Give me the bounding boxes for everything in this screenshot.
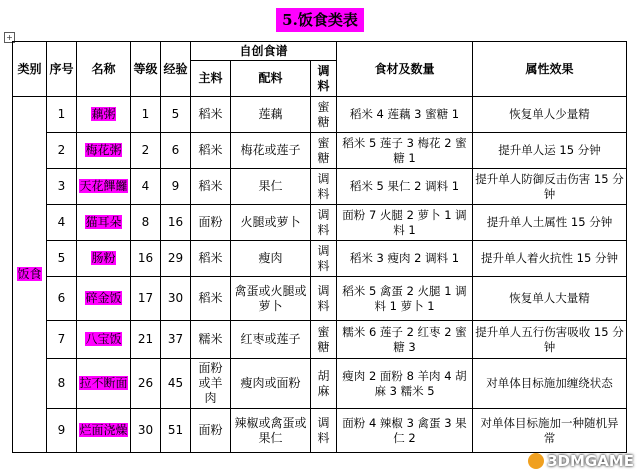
name-label: 烂面浇燥 <box>79 423 128 437</box>
name-label: 梅花粥 <box>85 143 122 157</box>
cell-index: 1 <box>47 97 77 133</box>
cell-name <box>77 321 131 359</box>
cell-seasoning: 调料 <box>311 409 337 453</box>
category-label: 饭食 <box>17 267 42 281</box>
name-label: 肠粉 <box>91 251 116 265</box>
cell-ingredients: 稻米 5 莲子 3 梅花 2 蜜糖 1 <box>337 133 473 169</box>
table-row <box>13 321 627 359</box>
cell-effect: 恢复单人大量精 <box>473 277 627 321</box>
header-effect: 属性效果 <box>473 42 627 97</box>
cell-effect: 对单体目标施加缠绕状态 <box>473 359 627 409</box>
food-table <box>12 41 627 453</box>
cell-seasoning: 蜜糖 <box>311 97 337 133</box>
cell-ingredients: 瘦肉 2 面粉 8 羊肉 4 胡麻 3 糯米 5 <box>337 359 473 409</box>
header-experience: 经验 <box>161 42 191 97</box>
cell-name <box>77 359 131 409</box>
table-row <box>13 241 627 277</box>
cell-main: 稻米 <box>191 97 231 133</box>
cell-ingredients: 稻米 5 禽蛋 2 火腿 1 调料 1 萝卜 1 <box>337 277 473 321</box>
cell-side: 果仁 <box>231 169 311 205</box>
cell-level: 4 <box>131 169 161 205</box>
table-row <box>13 277 627 321</box>
cell-exp: 6 <box>161 133 191 169</box>
table-row <box>13 133 627 169</box>
cell-effect: 提升单人运 15 分钟 <box>473 133 627 169</box>
watermark-text: 3DMGAME <box>547 452 634 470</box>
header-level: 等级 <box>131 42 161 97</box>
cell-seasoning: 胡麻 <box>311 359 337 409</box>
header-recipe-group: 自创食谱 <box>191 42 337 61</box>
cell-side: 辣椒或禽蛋或果仁 <box>231 409 311 453</box>
title-container <box>0 8 640 32</box>
cell-seasoning: 调料 <box>311 205 337 241</box>
cell-main: 稻米 <box>191 241 231 277</box>
header-category: 类别 <box>13 42 47 97</box>
cell-index: 5 <box>47 241 77 277</box>
cell-level: 30 <box>131 409 161 453</box>
cell-name <box>77 133 131 169</box>
name-label: 拉不断面 <box>79 376 128 390</box>
name-label: 藕粥 <box>91 107 116 121</box>
header-seasoning: 调料 <box>311 61 337 97</box>
header-main: 主料 <box>191 61 231 97</box>
cell-effect: 恢复单人少量精 <box>473 97 627 133</box>
cell-name <box>77 169 131 205</box>
cell-main: 面粉 <box>191 205 231 241</box>
cell-main: 稻米 <box>191 133 231 169</box>
header-index: 序号 <box>47 42 77 97</box>
cell-level: 16 <box>131 241 161 277</box>
cell-main: 面粉或羊肉 <box>191 359 231 409</box>
cell-exp: 45 <box>161 359 191 409</box>
cell-level: 2 <box>131 133 161 169</box>
cell-side: 红枣或莲子 <box>231 321 311 359</box>
cell-index: 3 <box>47 169 77 205</box>
cell-level: 17 <box>131 277 161 321</box>
cell-ingredients: 糯米 6 莲子 2 红枣 2 蜜糖 3 <box>337 321 473 359</box>
cell-index: 9 <box>47 409 77 453</box>
table-row <box>13 359 627 409</box>
cell-ingredients: 面粉 7 火腿 2 萝卜 1 调料 1 <box>337 205 473 241</box>
cell-exp: 9 <box>161 169 191 205</box>
cell-main: 糯米 <box>191 321 231 359</box>
table-row <box>13 169 627 205</box>
table-row <box>13 409 627 453</box>
cell-name <box>77 277 131 321</box>
table-row <box>13 205 627 241</box>
cell-index: 8 <box>47 359 77 409</box>
cell-exp: 51 <box>161 409 191 453</box>
cell-index: 2 <box>47 133 77 169</box>
cell-effect: 提升单人着火抗性 15 分钟 <box>473 241 627 277</box>
cell-effect: 提升单人五行伤害吸收 15 分钟 <box>473 321 627 359</box>
cell-side: 瘦肉或面粉 <box>231 359 311 409</box>
cell-exp: 5 <box>161 97 191 133</box>
cell-ingredients: 面粉 4 辣椒 3 禽蛋 3 果仁 2 <box>337 409 473 453</box>
header-ingredients: 食材及数量 <box>337 42 473 97</box>
cell-level: 8 <box>131 205 161 241</box>
cell-effect: 提升单人防御反击伤害 15 分钟 <box>473 169 627 205</box>
cell-exp: 29 <box>161 241 191 277</box>
cell-side: 莲藕 <box>231 97 311 133</box>
cell-name <box>77 241 131 277</box>
header-side: 配料 <box>231 61 311 97</box>
cell-exp: 16 <box>161 205 191 241</box>
cell-seasoning: 蜜糖 <box>311 321 337 359</box>
name-label: 碎金饭 <box>85 291 122 305</box>
cell-index: 4 <box>47 205 77 241</box>
cell-index: 7 <box>47 321 77 359</box>
cell-level: 26 <box>131 359 161 409</box>
cell-side: 梅花或莲子 <box>231 133 311 169</box>
cell-seasoning: 调料 <box>311 241 337 277</box>
cell-level: 21 <box>131 321 161 359</box>
name-label: 猫耳朵 <box>85 215 122 229</box>
cell-exp: 30 <box>161 277 191 321</box>
watermark <box>528 452 634 470</box>
cell-main: 稻米 <box>191 277 231 321</box>
cell-exp: 37 <box>161 321 191 359</box>
cell-side: 火腿或萝卜 <box>231 205 311 241</box>
cell-effect: 对单体目标施加一种随机异常 <box>473 409 627 453</box>
table-row <box>13 97 627 133</box>
cell-ingredients: 稻米 4 莲藕 3 蜜糖 1 <box>337 97 473 133</box>
cell-side: 禽蛋或火腿或萝卜 <box>231 277 311 321</box>
page-title: 5.饭食类表 <box>276 8 364 32</box>
cell-main: 稻米 <box>191 169 231 205</box>
cell-seasoning: 调料 <box>311 169 337 205</box>
cell-level: 1 <box>131 97 161 133</box>
cell-main: 面粉 <box>191 409 231 453</box>
name-label: 天花饆饠 <box>79 179 128 193</box>
header-name: 名称 <box>77 42 131 97</box>
cell-name <box>77 409 131 453</box>
cell-name <box>77 97 131 133</box>
cell-ingredients: 稻米 3 瘦肉 2 调料 1 <box>337 241 473 277</box>
cell-name <box>77 205 131 241</box>
table-anchor-icon[interactable]: + <box>4 32 15 43</box>
cell-index: 6 <box>47 277 77 321</box>
category-cell <box>13 97 47 453</box>
cell-ingredients: 稻米 5 果仁 2 调料 1 <box>337 169 473 205</box>
name-label: 八宝饭 <box>85 332 122 346</box>
cell-seasoning: 调料 <box>311 277 337 321</box>
cell-effect: 提升单人土属性 15 分钟 <box>473 205 627 241</box>
cell-side: 瘦肉 <box>231 241 311 277</box>
watermark-logo-icon <box>528 453 544 469</box>
cell-seasoning: 蜜糖 <box>311 133 337 169</box>
